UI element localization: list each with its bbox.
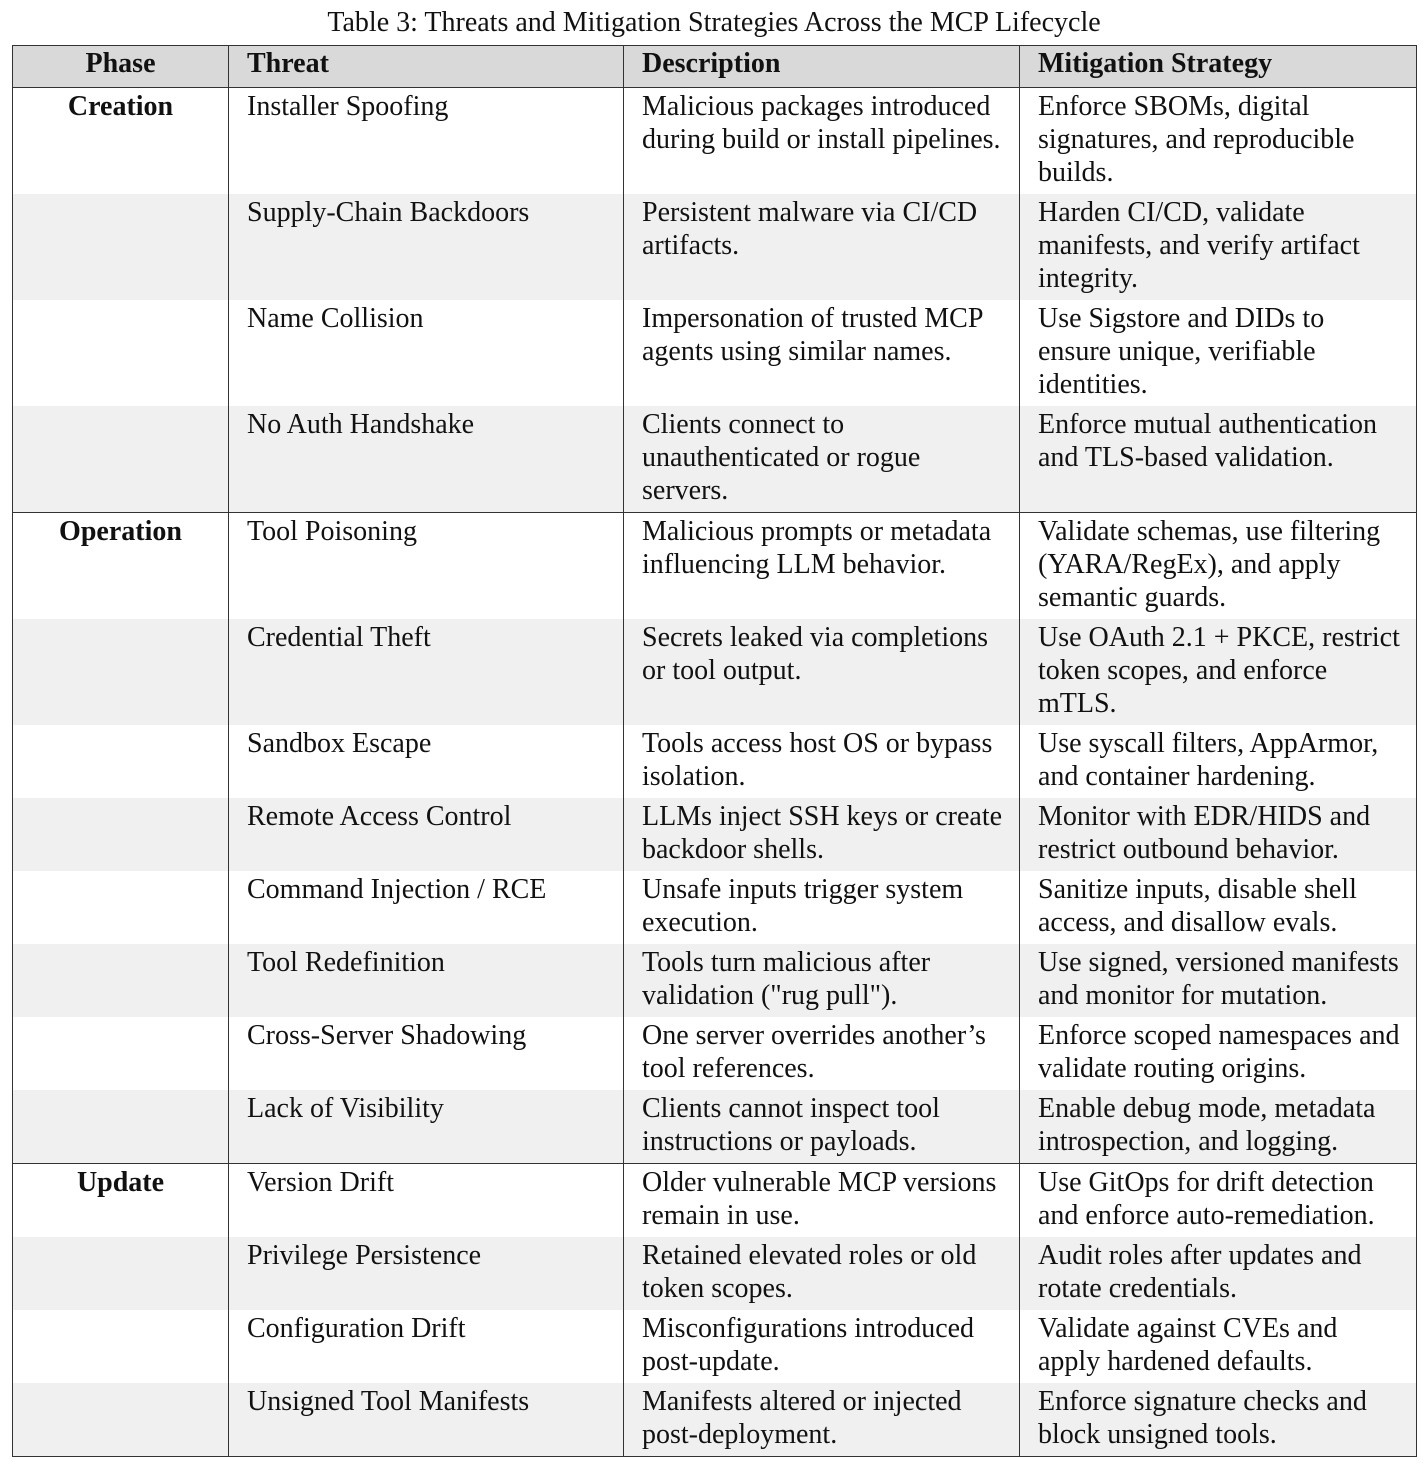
threat-cell: Tool Poisoning xyxy=(229,513,624,620)
phase-cell xyxy=(13,725,229,798)
threat-cell: Name Collision xyxy=(229,300,624,406)
phase-cell xyxy=(13,1383,229,1457)
description-cell: Clients connect to unauthenticated or rogue servers. xyxy=(624,406,1020,513)
description-cell: LLMs inject SSH keys or create backdoor shells. xyxy=(624,798,1020,871)
header-description: Description xyxy=(624,46,1020,88)
description-cell: One server overrides another’s tool references. xyxy=(624,1017,1020,1090)
description-cell: Manifests altered or injected post-deployment. xyxy=(624,1383,1020,1457)
phase-cell xyxy=(13,619,229,725)
table-row xyxy=(13,300,1417,406)
table-row xyxy=(13,1017,1417,1090)
description-cell: Older vulnerable MCP versions remain in use. xyxy=(624,1164,1020,1238)
mitigation-cell: Use syscall filters, AppArmor, and container hardening. xyxy=(1020,725,1417,798)
mitigation-cell: Monitor with EDR/HIDS and restrict outbound behavior. xyxy=(1020,798,1417,871)
threat-cell: Command Injection / RCE xyxy=(229,871,624,944)
phase-cell xyxy=(13,871,229,944)
threat-cell: Sandbox Escape xyxy=(229,725,624,798)
threat-cell: Cross-Server Shadowing xyxy=(229,1017,624,1090)
table-row xyxy=(13,194,1417,300)
phase-cell xyxy=(13,1237,229,1310)
phase-cell: Update xyxy=(13,1164,229,1238)
table-row xyxy=(13,1310,1417,1383)
phase-cell: Creation xyxy=(13,88,229,195)
mitigation-cell: Harden CI/CD, validate manifests, and verify artifact integrity. xyxy=(1020,194,1417,300)
phase-cell xyxy=(13,194,229,300)
header-mitigation: Mitigation Strategy xyxy=(1020,46,1417,88)
table-row xyxy=(13,513,1417,620)
phase-cell xyxy=(13,406,229,513)
mitigation-cell: Enforce mutual authentication and TLS-based validation. xyxy=(1020,406,1417,513)
header-phase: Phase xyxy=(13,46,229,88)
header-threat: Threat xyxy=(229,46,624,88)
description-cell: Tools turn malicious after validation ("rug pull"). xyxy=(624,944,1020,1017)
table-row xyxy=(13,1383,1417,1457)
threat-cell: Supply-Chain Backdoors xyxy=(229,194,624,300)
table-row xyxy=(13,1237,1417,1310)
threat-cell: Remote Access Control xyxy=(229,798,624,871)
threat-cell: Lack of Visibility xyxy=(229,1090,624,1164)
mitigation-cell: Sanitize inputs, disable shell access, and disallow evals. xyxy=(1020,871,1417,944)
description-cell: Secrets leaked via completions or tool output. xyxy=(624,619,1020,725)
threat-cell: Installer Spoofing xyxy=(229,88,624,195)
mitigation-cell: Enforce SBOMs, digital signatures, and reproducible builds. xyxy=(1020,88,1417,195)
description-cell: Tools access host OS or bypass isolation. xyxy=(624,725,1020,798)
mitigation-cell: Enforce scoped namespaces and validate routing origins. xyxy=(1020,1017,1417,1090)
phase-cell xyxy=(13,1017,229,1090)
phase-cell xyxy=(13,1090,229,1164)
description-cell: Malicious prompts or metadata influencing LLM behavior. xyxy=(624,513,1020,620)
threat-cell: No Auth Handshake xyxy=(229,406,624,513)
description-cell: Retained elevated roles or old token scopes. xyxy=(624,1237,1020,1310)
phase-cell xyxy=(13,1310,229,1383)
phase-cell: Operation xyxy=(13,513,229,620)
table-row xyxy=(13,725,1417,798)
table-caption: Table 3: Threats and Mitigation Strategies Across the MCP Lifecycle xyxy=(327,7,1101,38)
mitigation-cell: Enable debug mode, metadata introspection, and logging. xyxy=(1020,1090,1417,1164)
phase-cell xyxy=(13,300,229,406)
table-row xyxy=(13,944,1417,1017)
description-cell: Malicious packages introduced during build or install pipelines. xyxy=(624,88,1020,195)
table-row xyxy=(13,1090,1417,1164)
mitigation-cell: Use OAuth 2.1 + PKCE, restrict token scopes, and enforce mTLS. xyxy=(1020,619,1417,725)
description-cell: Persistent malware via CI/CD artifacts. xyxy=(624,194,1020,300)
threats-table xyxy=(12,45,1417,1457)
table-row xyxy=(13,871,1417,944)
table-row xyxy=(13,1164,1417,1238)
threat-cell: Tool Redefinition xyxy=(229,944,624,1017)
threat-cell: Configuration Drift xyxy=(229,1310,624,1383)
mitigation-cell: Use Sigstore and DIDs to ensure unique, verifiable identities. xyxy=(1020,300,1417,406)
description-cell: Clients cannot inspect tool instructions or payloads. xyxy=(624,1090,1020,1164)
mitigation-cell: Enforce signature checks and block unsigned tools. xyxy=(1020,1383,1417,1457)
threat-cell: Credential Theft xyxy=(229,619,624,725)
description-cell: Impersonation of trusted MCP agents using similar names. xyxy=(624,300,1020,406)
phase-cell xyxy=(13,944,229,1017)
table-row xyxy=(13,88,1417,195)
threat-cell: Privilege Persistence xyxy=(229,1237,624,1310)
table-row xyxy=(13,406,1417,513)
phase-cell xyxy=(13,798,229,871)
mitigation-cell: Validate against CVEs and apply hardened defaults. xyxy=(1020,1310,1417,1383)
threat-cell: Version Drift xyxy=(229,1164,624,1238)
mitigation-cell: Validate schemas, use filtering (YARA/RegEx), and apply semantic guards. xyxy=(1020,513,1417,620)
mitigation-cell: Use GitOps for drift detection and enforce auto-remediation. xyxy=(1020,1164,1417,1238)
description-cell: Misconfigurations introduced post-update. xyxy=(624,1310,1020,1383)
header-row xyxy=(13,46,1417,88)
description-cell: Unsafe inputs trigger system execution. xyxy=(624,871,1020,944)
table-row xyxy=(13,619,1417,725)
mitigation-cell: Audit roles after updates and rotate credentials. xyxy=(1020,1237,1417,1310)
table-row xyxy=(13,798,1417,871)
mitigation-cell: Use signed, versioned manifests and monitor for mutation. xyxy=(1020,944,1417,1017)
threat-cell: Unsigned Tool Manifests xyxy=(229,1383,624,1457)
